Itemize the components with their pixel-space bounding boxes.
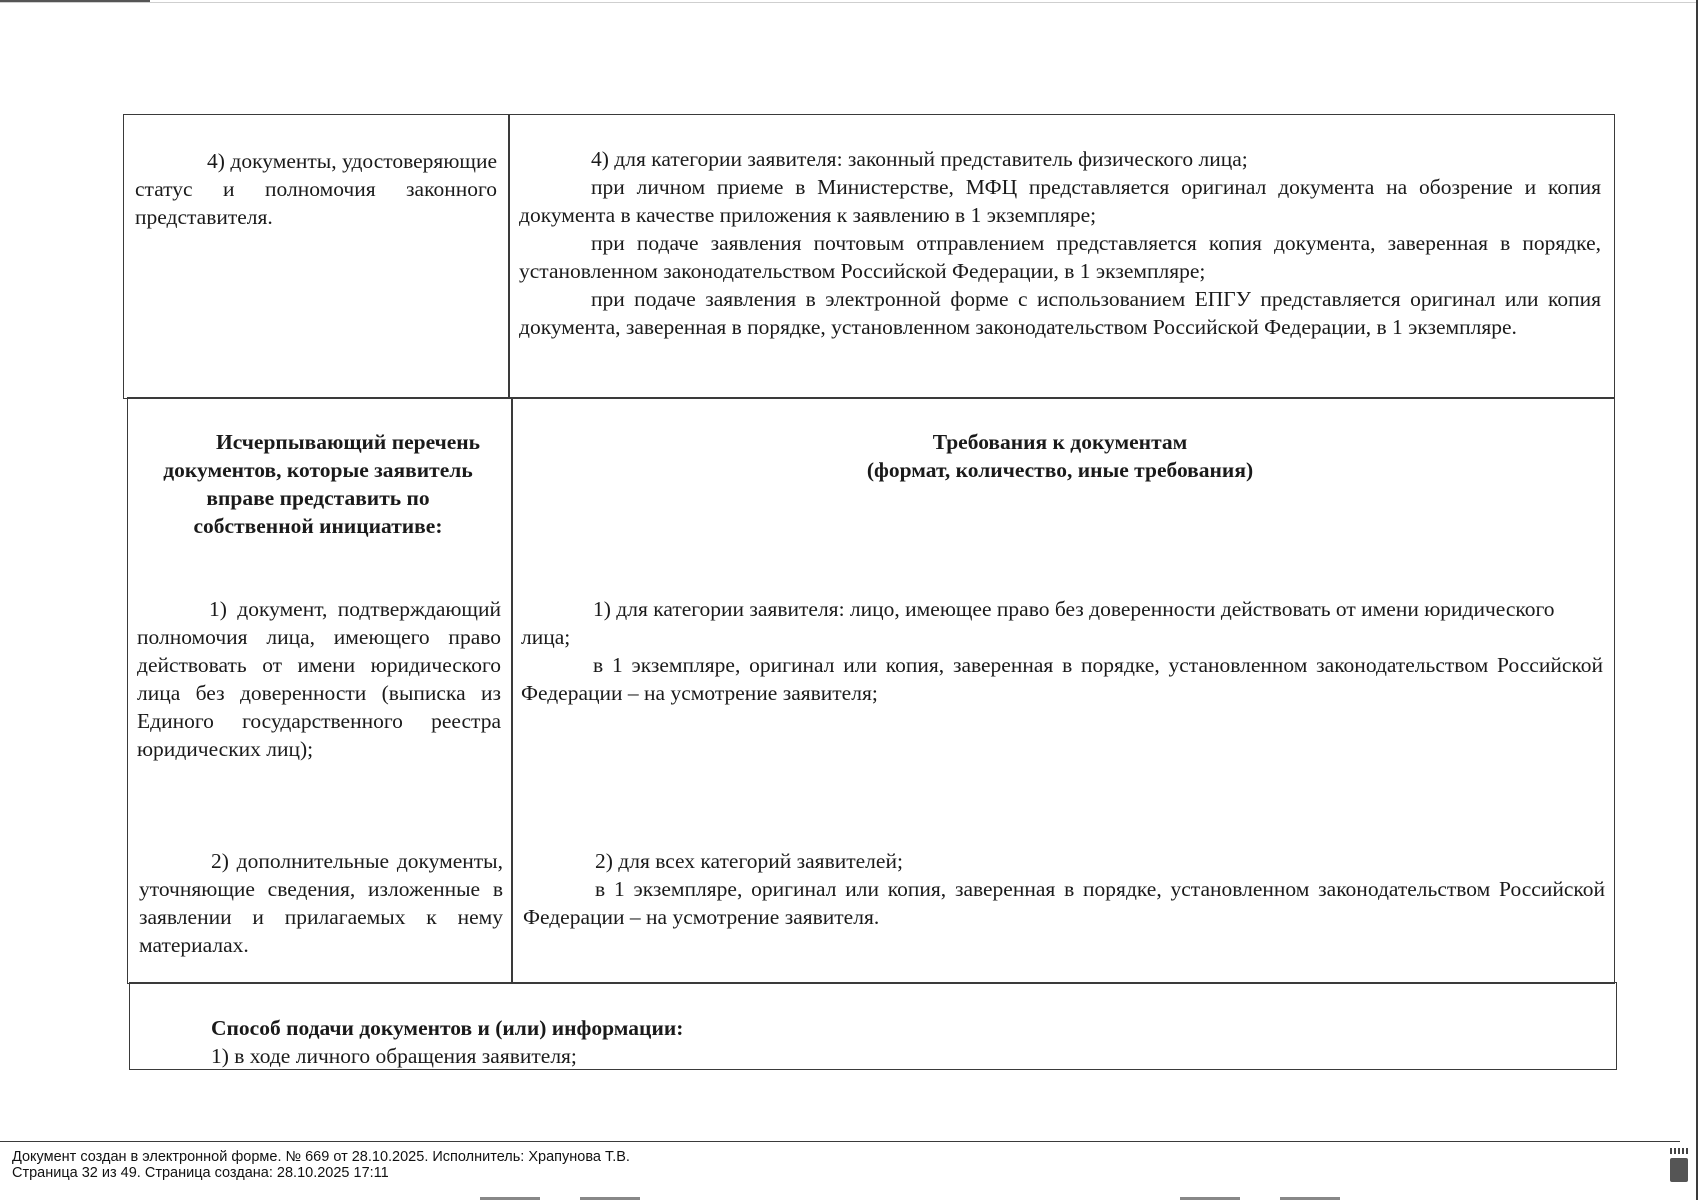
requirements-heading-line2: (формат, количество, иные требования)	[866, 458, 1254, 482]
documents-table	[123, 114, 1615, 1070]
requirement-item-2-p1: 2) для всех категорий заявителей;	[595, 849, 903, 873]
requirement-item-1-p2: в 1 экземпляре, оригинал или копия, заверенная в порядке, установленном законодательством Российской Федерации – на усмотрение заявителя;	[521, 653, 1603, 705]
row1-right-p2: при личном приеме в Министерстве, МФЦ представляется оригинал документа на обозрение и копия документа в качестве приложения к заявлению в 1 экземпляре;	[519, 175, 1601, 227]
row1-right-p1: 4) для категории заявителя: законный представитель физического лица;	[591, 147, 1248, 171]
optional-docs-heading: Исчерпывающий перечень документов, которые заявитель вправе представить по собственной инициативе:	[163, 430, 481, 538]
document-footer	[12, 1149, 630, 1181]
requirement-item-1	[521, 595, 1603, 707]
submission-method	[211, 1014, 1591, 1070]
footer-divider	[0, 1141, 1680, 1142]
footer-line-1: Документ создан в электронной форме. № 669 от 28.10.2025. Исполнитель: Храпунова Т.В.	[12, 1149, 630, 1165]
footer-line-2: Страница 32 из 49. Страница создана: 28.10.2025 17:11	[12, 1165, 389, 1181]
row1-right-text	[519, 145, 1601, 341]
document-stamp-icon	[1670, 1148, 1688, 1182]
optional-doc-item-2: 2) дополнительные документы, уточняющие сведения, изложенные в заявлении и прилагаемых к нему материалах.	[139, 849, 503, 957]
submission-method-heading: Способ подачи документов и (или) информации:	[211, 1016, 684, 1040]
requirement-item-2-p2: в 1 экземпляре, оригинал или копия, заверенная в порядке, установленном законодательством Российской Федерации – на усмотрение заявителя.	[523, 877, 1605, 929]
requirement-item-2	[523, 847, 1605, 931]
requirements-heading-line1: Требования к документам	[932, 430, 1188, 454]
row1-right-p3: при подаче заявления почтовым отправлением представляется копия документа, заверенная в порядке, установленном законодательством Российской Федерации, в 1 экземпляре;	[519, 231, 1601, 283]
submission-method-item-1: 1) в ходе личного обращения заявителя;	[211, 1044, 577, 1068]
requirement-item-1-p1: 1) для категории заявителя: лицо, имеющее право без доверенности действовать от имени юридического лица;	[521, 597, 1555, 649]
row1-left-text: 4) документы, удостоверяющие статус и полномочия законного представителя.	[135, 149, 497, 229]
requirements-heading	[519, 428, 1601, 484]
scan-top-line	[0, 2, 1698, 3]
row1-right-p4: при подаче заявления в электронной форме с использованием ЕПГУ представляется оригинал или копия документа, заверенная в порядке, установленном законодательством Российской Федерации, в 1 экземпляре.	[519, 287, 1601, 339]
optional-doc-item-1: 1) документ, подтверждающий полномочия лица, имеющего право действовать от имени юридического лица без доверенности (выписка из Единого государственного реестра юридических лиц);	[137, 597, 501, 761]
